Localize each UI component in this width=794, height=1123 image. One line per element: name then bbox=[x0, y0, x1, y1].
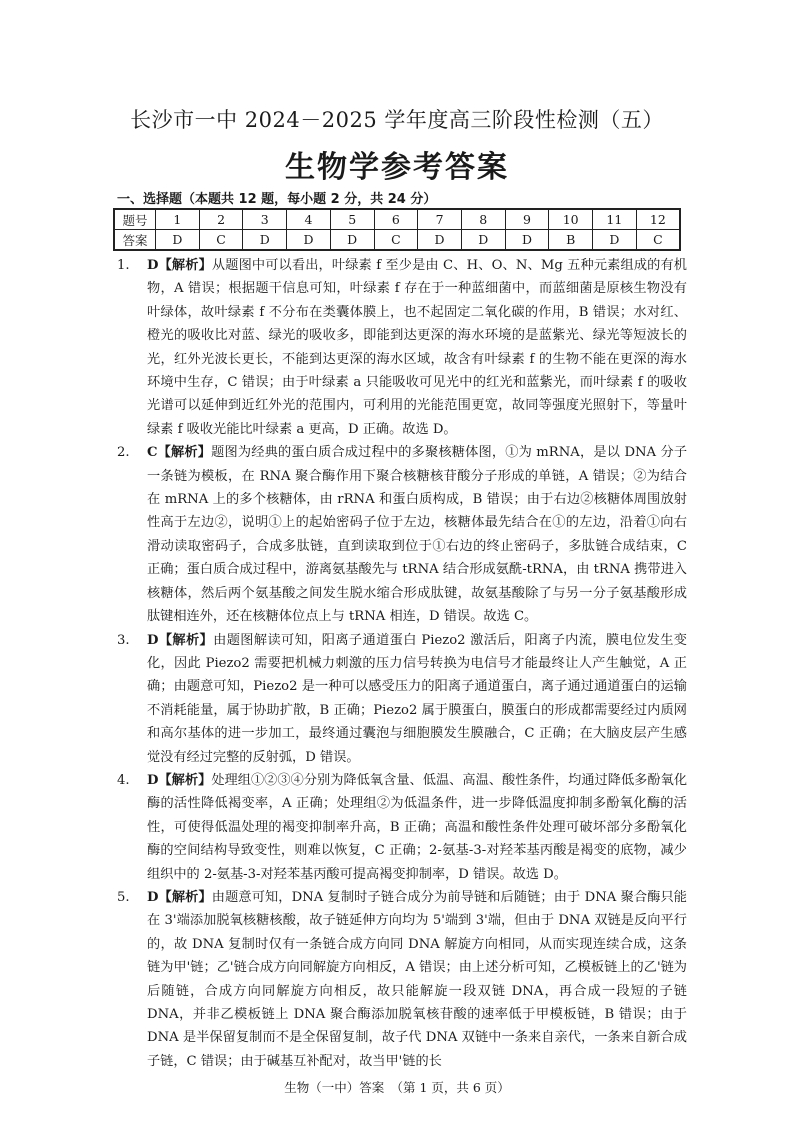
item-tag: 【解析】 bbox=[158, 889, 212, 905]
question-number-cell: 2 bbox=[199, 209, 243, 230]
item-text: 由题图解读可知，阳离子通道蛋白 Piezo2 激活后，阳离子内流，膜电位发生变化，因此 Piezo2 需要把机械力刺激的压力信号转换为电信号才能最终让人产生触觉，A 正确；由题意可知，Piezo2 是一种可以感受压力的阳离子通道蛋白，离子通过通道蛋白的运输不消耗能量，属于协助扩散，B 正确；Piezo2 属于膜蛋白，膜蛋白的形成都需要经过内质网和高尔基体的进一步加工，最终通过囊泡与细胞膜发生膜融合，C 正确；在大脑皮层产生感觉没有经过完整的反射弧，D 错误。 bbox=[147, 632, 687, 765]
explanation-item bbox=[117, 886, 687, 1073]
item-text: 从题图中可以看出，叶绿素 f 至少是由 C、H、O、N、Mg 五种元素组成的有机物，A 错误；根据题干信息可知，叶绿素 f 存在于一种蓝细菌中，而蓝细菌是原核生物没有叶绿体，故叶绿素 f 不分布在类囊体膜上，也不起固定二氧化碳的作用，B 错误；水对红、橙光的吸收比对蓝、绿光的吸收多，即能到达更深的海水环境的是蓝紫光、绿光等短波长的光，红外光波长更长，不能到达更深的海水区域，故含有叶绿素 f 的生物不能在更深的海水环境中生存，C 错误；由于叶绿素 a 只能吸收可见光中的红光和蓝紫光，而叶绿素 f 的吸收光谱可以延伸到近红外光的范围内，可利用的光能范围更宽，故同等强度光照射下，等量叶绿素 f 吸收光能比叶绿素 a 更高，D 正确。故选 D。 bbox=[147, 258, 687, 437]
explanation-item bbox=[117, 769, 687, 886]
item-answer: D bbox=[147, 772, 159, 788]
explanation-item bbox=[117, 629, 687, 769]
page-footer: 生物（一中）答案 （第 1 页，共 6 页） bbox=[284, 1080, 510, 1095]
item-tag: 【解析】 bbox=[158, 258, 212, 273]
item-number: 3. bbox=[117, 632, 130, 648]
question-number-cell: 11 bbox=[593, 209, 637, 230]
answer-cell: D bbox=[418, 230, 462, 251]
explanation-list bbox=[117, 254, 687, 1073]
answer-cell: C bbox=[199, 230, 243, 251]
answer-cell: B bbox=[549, 230, 593, 251]
question-number-cell: 1 bbox=[156, 209, 200, 230]
explanation-item bbox=[117, 254, 687, 441]
explanation-item bbox=[117, 441, 687, 628]
answer-cell: C bbox=[636, 230, 680, 251]
item-answer: C bbox=[147, 445, 158, 461]
page-subtitle: 生物学参考答案 bbox=[285, 150, 509, 185]
question-number-cell: 5 bbox=[330, 209, 374, 230]
question-number-cell: 4 bbox=[287, 209, 331, 230]
item-text: 处理组①②③④分别为降低氧含量、低温、高温、酸性条件，均通过降低多酚氧化酶的活性降低褐变率，A 正确；处理组②为低温条件，进一步降低温度抑制多酚氧化酶的活性，可使得低温处理的褐变抑制率升高，B 正确；高温和酸性条件处理可破坏部分多酚氧化酶的空间结构导致变性，则难以恢复，C 正确；2-氨基-3-对羟苯基丙酸是褐变的底物，减少组织中的 2-氨基-3-对羟苯基丙酸可提高褐变抑制率，D 错误。故选 D。 bbox=[147, 772, 688, 882]
answer-cell: D bbox=[461, 230, 505, 251]
item-answer: D bbox=[147, 889, 159, 905]
answer-cell: D bbox=[330, 230, 374, 251]
question-number-cell: 8 bbox=[461, 209, 505, 230]
item-number: 2. bbox=[117, 445, 130, 461]
answer-cell: D bbox=[505, 230, 549, 251]
answer-cell: D bbox=[287, 230, 331, 251]
question-number-cell: 10 bbox=[549, 209, 593, 230]
item-tag: 【解析】 bbox=[157, 445, 212, 461]
item-text: 由题意可知，DNA 复制时子链合成分为前导链和后随链；由于 DNA 聚合酶只能在 3'端添加脱氧核糖核酸，故子链延伸方向均为 5'端到 3'端，但由于 DNA 双链是反向平行的，故 DNA 复制时仅有一条链合成方向同 DNA 解旋方向相同，从而实现连续合成，这条链为甲'链；乙'链合成方向同解旋方向相反，A 错误；由上述分析可知，乙模板链上的乙'链为后随链，合成方向同解旋方向相反，故只能解旋一段双链 DNA，再合成一段短的子链 DNA，并非乙模板链上 DNA 聚合酶添加脱氧核苷酸的速率低于甲模板链，B 错误；由于 DNA 是半保留复制而不是全保留复制，故子代 DNA 双链中一条来自亲代，一条来自新合成子链，C 错误；由于碱基互补配对，故当甲'链的长 bbox=[147, 889, 687, 1069]
answer-cell: D bbox=[243, 230, 287, 251]
question-number-row bbox=[114, 209, 680, 230]
item-number: 1. bbox=[117, 258, 130, 273]
question-number-cell: 6 bbox=[374, 209, 418, 230]
row-label-number: 题号 bbox=[114, 209, 156, 230]
question-number-cell: 12 bbox=[636, 209, 680, 230]
answer-cell: C bbox=[374, 230, 418, 251]
item-number: 4. bbox=[117, 772, 130, 788]
item-tag: 【解析】 bbox=[158, 632, 214, 648]
item-answer: D bbox=[147, 632, 159, 648]
answer-row bbox=[114, 230, 680, 251]
item-number: 5. bbox=[117, 889, 130, 905]
section-heading: 一、选择题（本题共 12 题，每小题 2 分，共 24 分） bbox=[117, 192, 437, 207]
answer-table bbox=[113, 208, 681, 251]
question-number-cell: 3 bbox=[243, 209, 287, 230]
item-text: 题图为经典的蛋白质合成过程中的多聚核糖体图，①为 mRNA，是以 DNA 分子一条链为模板，在 RNA 聚合酶作用下聚合核糖核苷酸分子形成的单链，A 错误；②为结合在 mRNA 上的多个核糖体，由 rRNA 和蛋白质构成，B 错误；由于右边②核糖体周围放射性高于左边②，说明①上的起始密码子位于左边，核糖体最先结合在①的左边，沿着①向右滑动读取密码子，合成多肽链，直到读取到位于①右边的终止密码子，多肽链合成结束，C 正确；蛋白质合成过程中，游离氨基酸先与 tRNA 结合形成氨酰-tRNA，由 tRNA 携带进入核糖体，然后两个氨基酸之间发生脱水缩合形成肽键，故氨基酸除了与另一分子氨基酸形成肽键相连外，还在核糖体位点上与 tRNA 相连，D 错误。故选 C。 bbox=[147, 445, 688, 625]
question-number-cell: 9 bbox=[505, 209, 549, 230]
exam-title: 长沙市一中 2024－2025 学年度高三阶段性检测（五） bbox=[130, 108, 664, 132]
row-label-answer: 答案 bbox=[114, 230, 156, 251]
item-tag: 【解析】 bbox=[158, 772, 212, 788]
question-number-cell: 7 bbox=[418, 209, 462, 230]
answer-cell: D bbox=[156, 230, 200, 251]
answer-cell: D bbox=[593, 230, 637, 251]
item-answer: D bbox=[147, 258, 159, 273]
